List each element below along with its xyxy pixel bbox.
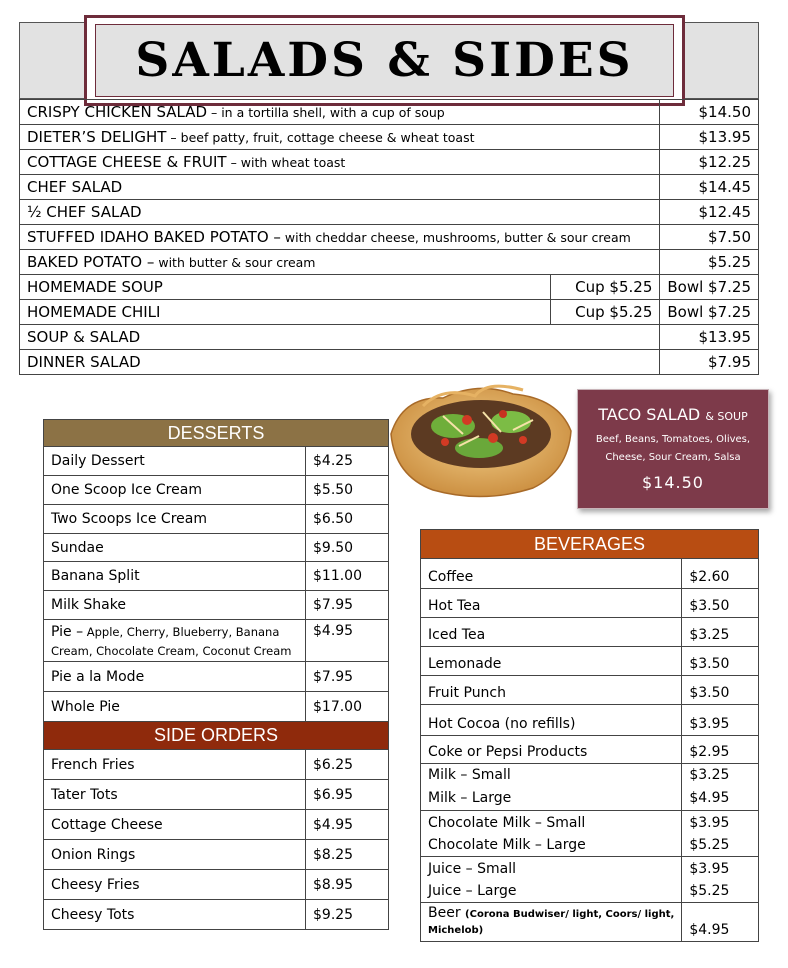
title-frame bbox=[84, 15, 685, 106]
item-name-2: Milk – Large bbox=[428, 790, 512, 806]
table-row bbox=[20, 275, 759, 300]
item-name: French Fries bbox=[44, 750, 306, 780]
item-price: $14.45 bbox=[660, 175, 759, 200]
table-row bbox=[421, 559, 759, 589]
side-orders-header: SIDE ORDERS bbox=[44, 722, 389, 750]
table-row bbox=[44, 662, 389, 692]
table-row bbox=[44, 810, 389, 840]
item-price: $4.95 bbox=[682, 903, 759, 942]
item-desc: – in a tortilla shell, with a cup of soup bbox=[207, 105, 445, 120]
table-row bbox=[421, 903, 759, 942]
item-name-2: Juice – Large bbox=[428, 882, 517, 899]
desserts-table bbox=[43, 419, 389, 930]
item-name: Onion Rings bbox=[44, 840, 306, 870]
item-name: STUFFED IDAHO BAKED POTATO – bbox=[27, 228, 281, 246]
item-price: $5.25 bbox=[660, 250, 759, 275]
cup-price: Cup $5.25 bbox=[551, 300, 660, 325]
table-row bbox=[421, 705, 759, 736]
item-name: Beer bbox=[428, 905, 461, 921]
item-price: $3.95 bbox=[682, 705, 759, 736]
item-name: HOMEMADE CHILI bbox=[20, 300, 551, 325]
taco-title-main: TACO SALAD bbox=[598, 405, 701, 424]
item-name: DINNER SALAD bbox=[27, 353, 141, 371]
item-desc: – beef patty, fruit, cottage cheese & wheat toast bbox=[166, 130, 475, 145]
table-row bbox=[44, 780, 389, 810]
item-cell bbox=[20, 325, 660, 350]
table-row bbox=[20, 175, 759, 200]
bowl-price: Bowl $7.25 bbox=[660, 300, 759, 325]
table-row bbox=[20, 350, 759, 375]
item-price: $9.50 bbox=[306, 534, 389, 562]
item-name: Juice – Small bbox=[428, 860, 516, 877]
item-price: $14.50 bbox=[660, 100, 759, 125]
table-row bbox=[421, 736, 759, 764]
item-name: Lemonade bbox=[421, 647, 682, 676]
table-row bbox=[20, 250, 759, 275]
item-price: $4.95 bbox=[306, 620, 389, 662]
table-row bbox=[44, 870, 389, 900]
table-row bbox=[44, 692, 389, 722]
taco-title-small: & SOUP bbox=[705, 410, 748, 423]
item-cell bbox=[20, 125, 660, 150]
table-row bbox=[44, 620, 389, 662]
table-row bbox=[20, 300, 759, 325]
item-name: Cheesy Tots bbox=[44, 900, 306, 930]
table-row bbox=[421, 857, 759, 903]
table-row bbox=[20, 150, 759, 175]
table-row bbox=[20, 325, 759, 350]
taco-description bbox=[578, 431, 768, 467]
item-price: $6.95 bbox=[306, 780, 389, 810]
table-row bbox=[421, 811, 759, 857]
item-price: $3.95 bbox=[689, 814, 730, 831]
bowl-price: Bowl $7.25 bbox=[660, 275, 759, 300]
table-row bbox=[44, 900, 389, 930]
item-name: Chocolate Milk – Small bbox=[428, 814, 586, 831]
item-cell bbox=[421, 857, 682, 903]
item-price: $13.95 bbox=[660, 125, 759, 150]
taco-desc-line: Cheese, Sour Cream, Salsa bbox=[605, 452, 741, 463]
title-panel bbox=[95, 24, 674, 97]
item-name: DIETER’S DELIGHT bbox=[27, 128, 167, 146]
item-name: Pie – bbox=[51, 624, 84, 640]
item-cell bbox=[20, 225, 660, 250]
item-name: Milk – Small bbox=[428, 767, 511, 783]
taco-title bbox=[578, 405, 768, 424]
table-row bbox=[421, 676, 759, 705]
taco-price: $14.50 bbox=[642, 473, 704, 492]
item-desc: (Corona Budwiser/ light, Coors/ light, bbox=[465, 909, 675, 920]
item-price: $13.95 bbox=[660, 325, 759, 350]
item-price: $2.60 bbox=[682, 559, 759, 589]
item-cell bbox=[44, 620, 306, 662]
page-title: SALADS & SIDES bbox=[135, 33, 634, 88]
table-row bbox=[20, 225, 759, 250]
item-name: Pie a la Mode bbox=[44, 662, 306, 692]
item-price: $3.25 bbox=[682, 618, 759, 647]
table-row bbox=[44, 840, 389, 870]
beverages-header: BEVERAGES bbox=[421, 530, 759, 559]
item-name: Iced Tea bbox=[421, 618, 682, 647]
item-name: Milk Shake bbox=[44, 591, 306, 620]
item-price: $2.95 bbox=[682, 736, 759, 764]
item-price-2: $5.25 bbox=[689, 882, 730, 899]
item-name: BAKED POTATO – bbox=[27, 253, 155, 271]
beverages-table bbox=[420, 529, 759, 942]
item-name: Tater Tots bbox=[44, 780, 306, 810]
item-name: CRISPY CHICKEN SALAD bbox=[27, 103, 208, 121]
desserts-header: DESSERTS bbox=[44, 420, 389, 447]
item-name: Fruit Punch bbox=[421, 676, 682, 705]
table-row bbox=[20, 200, 759, 225]
item-price-2: $4.95 bbox=[689, 790, 730, 806]
item-price: $4.25 bbox=[306, 447, 389, 476]
table-row bbox=[421, 589, 759, 618]
table-row bbox=[20, 125, 759, 150]
item-cell bbox=[20, 175, 660, 200]
item-name: Whole Pie bbox=[44, 692, 306, 722]
item-name: HOMEMADE SOUP bbox=[20, 275, 551, 300]
item-cell bbox=[20, 150, 660, 175]
table-row bbox=[44, 591, 389, 620]
item-cell bbox=[20, 200, 660, 225]
item-price: $8.95 bbox=[306, 870, 389, 900]
item-name: Hot Cocoa (no refills) bbox=[421, 705, 682, 736]
item-price: $3.50 bbox=[682, 589, 759, 618]
table-row bbox=[421, 764, 759, 811]
item-cell bbox=[421, 903, 682, 942]
item-name: Cheesy Fries bbox=[44, 870, 306, 900]
item-desc: with cheddar cheese, mushrooms, butter & sour cream bbox=[280, 230, 631, 245]
item-name: SOUP & SALAD bbox=[27, 328, 141, 346]
table-row bbox=[44, 447, 389, 476]
item-cell bbox=[20, 250, 660, 275]
item-name: Hot Tea bbox=[421, 589, 682, 618]
item-name: COTTAGE CHEESE & FRUIT bbox=[27, 153, 227, 171]
item-name: Two Scoops Ice Cream bbox=[44, 505, 306, 534]
item-price: $12.25 bbox=[660, 150, 759, 175]
side-orders-section bbox=[44, 722, 389, 930]
item-price: $3.25 bbox=[689, 767, 730, 783]
item-price: $6.25 bbox=[306, 750, 389, 780]
cup-price: Cup $5.25 bbox=[551, 275, 660, 300]
item-name: Cottage Cheese bbox=[44, 810, 306, 840]
item-price: $5.50 bbox=[306, 476, 389, 505]
item-desc-2: Michelob) bbox=[428, 925, 484, 936]
table-row bbox=[44, 476, 389, 505]
item-price-cell bbox=[682, 811, 759, 857]
item-price-cell bbox=[682, 764, 759, 811]
taco-desc-line: Beef, Beans, Tomatoes, Olives, bbox=[595, 434, 751, 445]
item-name-2: Chocolate Milk – Large bbox=[428, 836, 586, 853]
item-price-cell bbox=[682, 857, 759, 903]
item-desc: – with wheat toast bbox=[226, 155, 346, 170]
item-name: CHEF SALAD bbox=[27, 178, 123, 196]
item-desc: with butter & sour cream bbox=[154, 255, 316, 270]
item-desc: Apple, Cherry, Blueberry, Banana Cream, Chocolate Cream, Coconut Cream bbox=[51, 625, 292, 658]
item-price: $4.95 bbox=[306, 810, 389, 840]
item-price: $7.95 bbox=[306, 591, 389, 620]
item-price: $7.95 bbox=[660, 350, 759, 375]
item-name: Daily Dessert bbox=[44, 447, 306, 476]
item-price: $11.00 bbox=[306, 562, 389, 591]
table-row bbox=[421, 647, 759, 676]
item-price: $7.50 bbox=[660, 225, 759, 250]
item-price: $6.50 bbox=[306, 505, 389, 534]
taco-salad-image bbox=[383, 376, 577, 504]
item-cell bbox=[421, 811, 682, 857]
item-price: $3.50 bbox=[682, 647, 759, 676]
item-name: Sundae bbox=[44, 534, 306, 562]
item-name: ½ CHEF SALAD bbox=[27, 203, 142, 221]
item-price: $9.25 bbox=[306, 900, 389, 930]
table-row bbox=[44, 750, 389, 780]
table-row bbox=[421, 618, 759, 647]
table-row bbox=[44, 505, 389, 534]
item-cell bbox=[20, 350, 660, 375]
item-price: $8.25 bbox=[306, 840, 389, 870]
item-name: Banana Split bbox=[44, 562, 306, 591]
salads-table bbox=[19, 99, 759, 375]
item-name: Coffee bbox=[421, 559, 682, 589]
item-price: $7.95 bbox=[306, 662, 389, 692]
table-row bbox=[20, 100, 759, 125]
item-price: $12.45 bbox=[660, 200, 759, 225]
table-row bbox=[44, 562, 389, 591]
item-price: $3.95 bbox=[689, 860, 730, 877]
taco-salad-card bbox=[577, 389, 769, 509]
table-row bbox=[44, 534, 389, 562]
item-cell bbox=[20, 100, 660, 125]
item-name: One Scoop Ice Cream bbox=[44, 476, 306, 505]
item-name: Coke or Pepsi Products bbox=[421, 736, 682, 764]
item-price: $3.50 bbox=[682, 676, 759, 705]
item-cell bbox=[421, 764, 682, 811]
item-price-2: $5.25 bbox=[689, 836, 730, 853]
item-price: $17.00 bbox=[306, 692, 389, 722]
